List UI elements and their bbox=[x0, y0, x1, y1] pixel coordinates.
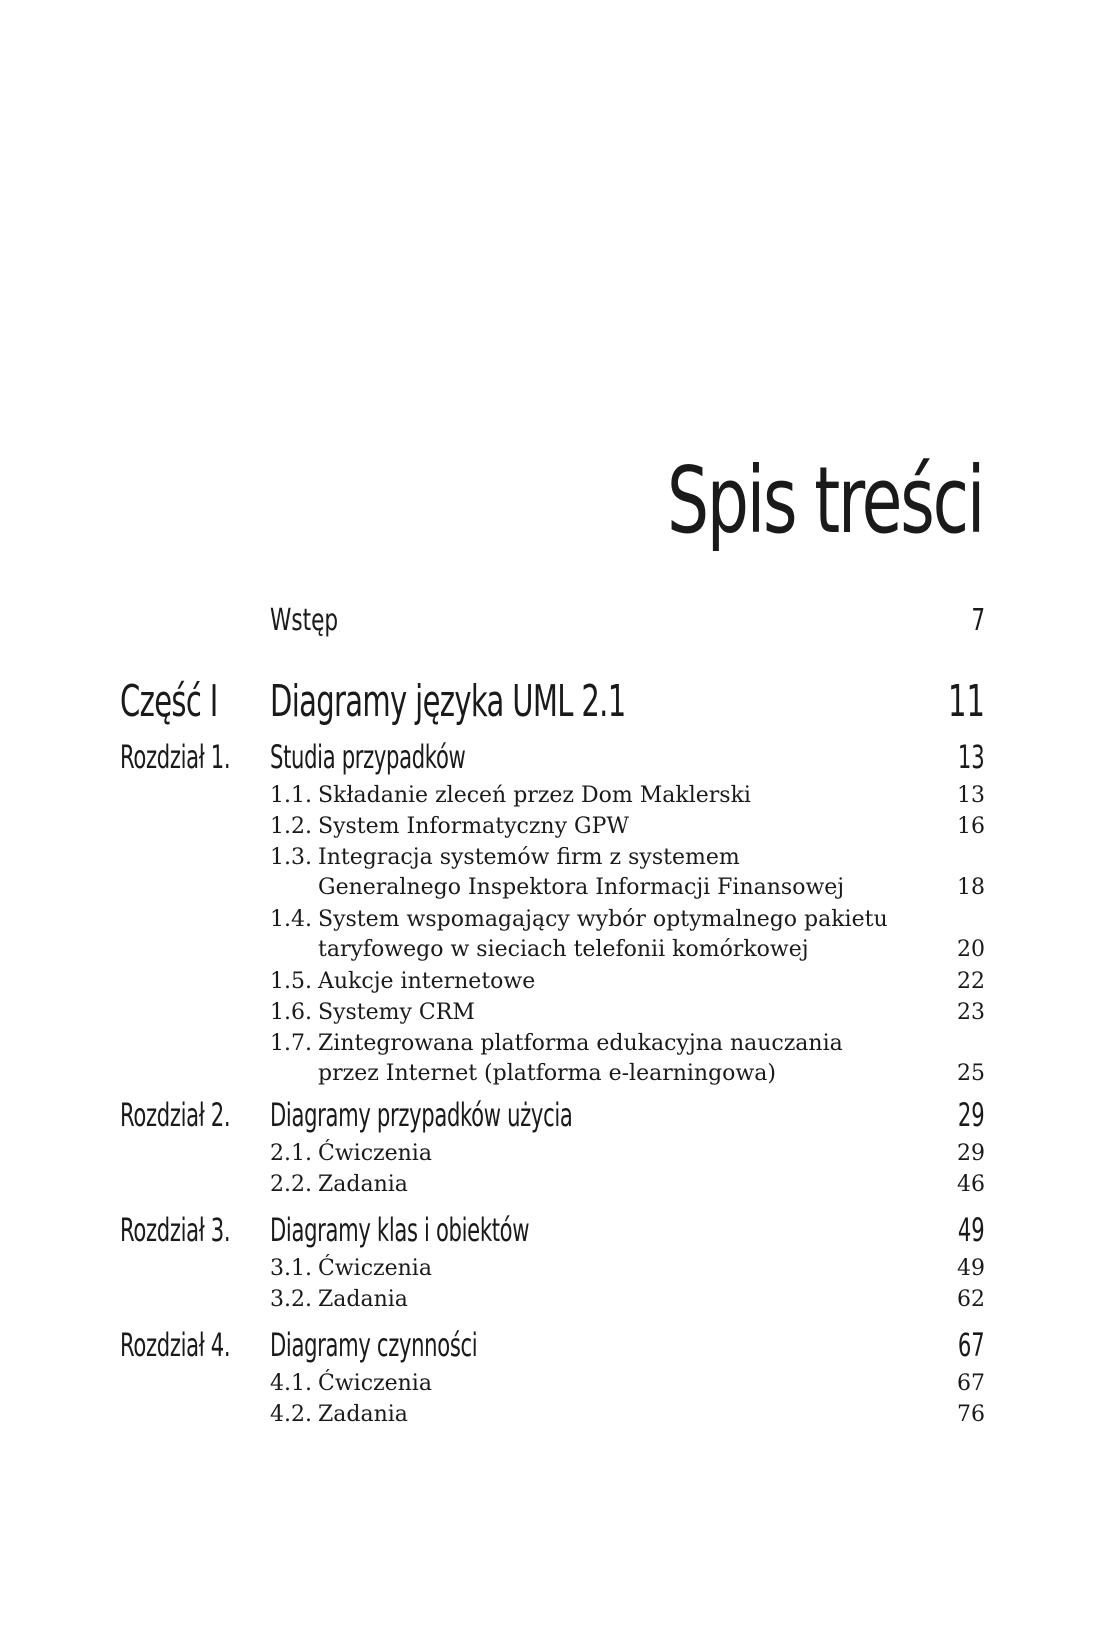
section-title bbox=[318, 905, 918, 965]
intro-title: Wstęp bbox=[270, 603, 339, 638]
chapter-title: Diagramy czynności bbox=[270, 1326, 478, 1364]
section-number: 1.5. bbox=[270, 969, 312, 994]
part-title: Diagramy języka UML 2.1 bbox=[270, 676, 626, 727]
chapter-page-number: 29 bbox=[958, 1096, 985, 1134]
section-title-line: Zadania bbox=[318, 1172, 408, 1197]
section-page-number: 46 bbox=[957, 1172, 985, 1197]
section-page-number: 20 bbox=[957, 937, 985, 962]
section-page-number: 76 bbox=[957, 1402, 985, 1427]
section-page-number: 16 bbox=[957, 814, 985, 839]
section-page-number: 18 bbox=[957, 875, 985, 900]
section-title-line: Zadania bbox=[318, 1287, 408, 1312]
section-title-line: Aukcje internetowe bbox=[318, 969, 536, 994]
part-page-number: 11 bbox=[948, 676, 985, 727]
section-title bbox=[318, 998, 918, 1028]
section-title-line: System Informatyczny GPW bbox=[318, 814, 630, 839]
section-title bbox=[318, 1170, 918, 1200]
chapter-label: Rozdział 2. bbox=[120, 1096, 231, 1134]
section-title-line: Składanie zleceń przez Dom Maklerski bbox=[318, 783, 751, 808]
section-number: 1.4. bbox=[270, 907, 312, 932]
section-title bbox=[318, 1400, 918, 1430]
section-title-line: Generalnego Inspektora Informacji Finansowej bbox=[318, 875, 845, 900]
section-number: 1.1. bbox=[270, 783, 312, 808]
section-title-line: Ćwiczenia bbox=[318, 1371, 432, 1396]
section-title bbox=[318, 1029, 918, 1089]
section-page-number: 67 bbox=[957, 1371, 985, 1396]
chapter-label: Rozdział 1. bbox=[120, 738, 231, 776]
section-number: 1.6. bbox=[270, 1000, 312, 1025]
chapter-title: Diagramy klas i obiektów bbox=[270, 1211, 530, 1249]
chapter-label: Rozdział 3. bbox=[120, 1211, 231, 1249]
section-title-line: taryfowego w sieciach telefonii komórkowej bbox=[318, 937, 809, 962]
section-number: 3.2. bbox=[270, 1287, 312, 1312]
section-title-line: Integracja systemów firm z systemem bbox=[318, 845, 740, 870]
section-page-number: 49 bbox=[957, 1256, 985, 1281]
page-title: Spis treści bbox=[666, 447, 983, 554]
section-page-number: 29 bbox=[957, 1141, 985, 1166]
section-title bbox=[318, 1254, 918, 1284]
section-page-number: 23 bbox=[957, 1000, 985, 1025]
section-number: 2.1. bbox=[270, 1141, 312, 1166]
section-title bbox=[318, 1369, 918, 1399]
section-page-number: 22 bbox=[957, 969, 985, 994]
section-number: 4.1. bbox=[270, 1371, 312, 1396]
section-number: 4.2. bbox=[270, 1402, 312, 1427]
section-title-line: Ćwiczenia bbox=[318, 1141, 432, 1166]
section-title-line: System wspomagający wybór optymalnego pakietu bbox=[318, 907, 888, 932]
chapter-label: Rozdział 4. bbox=[120, 1326, 231, 1364]
section-number: 1.7. bbox=[270, 1031, 312, 1056]
section-number: 2.2. bbox=[270, 1172, 312, 1197]
chapter-title: Diagramy przypadków użycia bbox=[270, 1096, 573, 1134]
chapter-page-number: 49 bbox=[958, 1211, 985, 1249]
section-title bbox=[318, 1139, 918, 1169]
section-title-line: Systemy CRM bbox=[318, 1000, 475, 1025]
section-title-line: Ćwiczenia bbox=[318, 1256, 432, 1281]
part-label: Część I bbox=[120, 676, 218, 727]
chapter-title: Studia przypadków bbox=[270, 738, 466, 776]
chapter-page-number: 13 bbox=[958, 738, 985, 776]
intro-page-number: 7 bbox=[971, 603, 985, 638]
section-number: 1.3. bbox=[270, 845, 312, 870]
section-page-number: 25 bbox=[957, 1061, 985, 1086]
chapter-page-number: 67 bbox=[958, 1326, 985, 1364]
section-page-number: 62 bbox=[957, 1287, 985, 1312]
section-title bbox=[318, 967, 918, 997]
section-number: 1.2. bbox=[270, 814, 312, 839]
section-title-line: przez Internet (platforma e-learningowa) bbox=[318, 1061, 776, 1086]
section-title bbox=[318, 1285, 918, 1315]
section-title bbox=[318, 781, 918, 811]
section-title-line: Zintegrowana platforma edukacyjna nauczania bbox=[318, 1031, 843, 1056]
section-page-number: 13 bbox=[957, 783, 985, 808]
section-title bbox=[318, 812, 918, 842]
section-title bbox=[318, 843, 918, 903]
section-title-line: Zadania bbox=[318, 1402, 408, 1427]
section-number: 3.1. bbox=[270, 1256, 312, 1281]
